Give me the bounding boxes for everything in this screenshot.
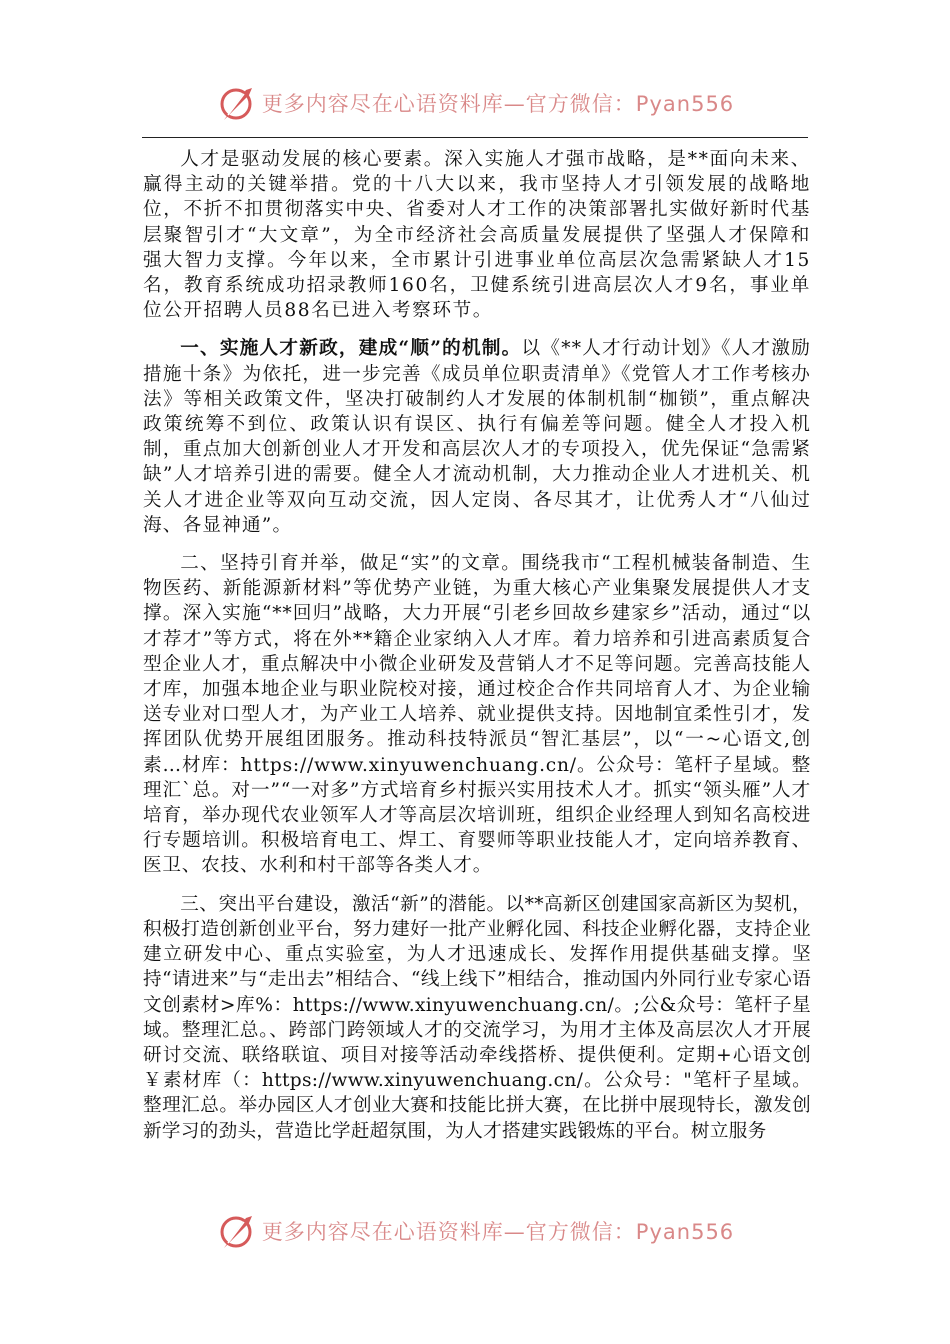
- paragraph-section-1: [143, 336, 811, 538]
- header-divider: [142, 137, 808, 138]
- paragraph-intro: 人才是驱动发展的核心要素。深入实施人才强市战略，是**面向未来、赢得主动的关键举措。党的十八大以来，我市坚持人才引领发展的战略地位，不折不扣贯彻落实中央、省委对人才工作的决策部署扎实做好新时代基层聚智引才“大文章”，为全市经济社会高质量发展提供了坚强人才保障和强大智力支撑。今年以来，全市累计引进事业单位高层次急需紧缺人才15名，教育系统成功招录教师160名，卫健系统引进高层次人才9名，事业单位公开招聘人员88名已进入考察环节。: [143, 149, 811, 322]
- section-1-heading: 一、实施人才新政，建成“顺”的机制。: [180, 338, 522, 360]
- header-banner-text: 更多内容尽在心语资料库—官方微信：Pyan556: [261, 92, 735, 116]
- footer-banner: [0, 1206, 950, 1256]
- header-banner: [0, 78, 950, 128]
- article-body: [143, 147, 811, 1157]
- footer-banner-text: 更多内容尽在心语资料库—官方微信：Pyan556: [261, 1220, 735, 1244]
- quill-logo-icon: [216, 82, 258, 124]
- paragraph-section-2: 二、坚持引育并举，做足“实”的文章。围绕我市“工程机械装备制造、生物医药、新能源新材料”等优势产业链，为重大核心产业集聚发展提供人才支撑。深入实施“**回归”战略，大力开展“引老乡回故乡建家乡”活动，通过“以才荐才”等方式，将在外**籍企业家纳入人才库。着力培养和引进高素质复合型企业人才，重点解决中小微企业研发及营销人才不足等问题。完善高技能人才库，加强本地企业与职业院校对接，通过校企合作共同培育人才、为企业输送专业对口型人才，为产业工人培养、就业提供支持。因地制宜柔性引才，发挥团队优势开展组团服务。推动科技特派员“智汇基层”，以“一~心语文,创素…材库：https://www.xinyuwenchuang.cn/。公众号：笔杆子星域。整理汇`总。对一”“一对多”方式培育乡村振兴实用技术人才。抓实“领头雁”人才培育，举办现代农业领军人才等高层次培训班，组织企业经理人到知名高校进行专题培训。积极培育电工、焊工、育婴师等职业技能人才，定向培养教育、医卫、农技、水利和村干部等各类人才。: [143, 553, 811, 877]
- quill-logo-icon: [216, 1210, 258, 1252]
- section-1-body: 以《**人才行动计划》《人才激励措施十条》为依托，进一步完善《成员单位职责清单》《党管人才工作考核办法》等相关政策文件，坚决打破制约人才发展的体制机制“枷锁”，重点解决政策统筹不到位、政策认识有误区、执行有偏差等问题。健全人才投入机制，重点加大创新创业人才开发和高层次人才的专项投入，优先保证“急需紧缺”人才培养引进的需要。健全人才流动机制，大力推动企业人才进机关、机关人才进企业等双向互动交流，因人定岗、各尽其才，让优秀人才“八仙过海、各显神通”。: [143, 338, 811, 536]
- paragraph-section-3: 三、突出平台建设，激活“新”的潜能。以**高新区创建国家高新区为契机，积极打造创新创业平台，努力建好一批产业孵化园、科技企业孵化器，支持企业建立研发中心、重点实验室，为人才迅速成长、发挥作用提供基础支撑。坚持“请进来”与“走出去”相结合、“线上线下”相结合，推动国内外同行业专家心语文创素材>库%：https://www.xinyuwenchuang.cn/。;公&众号：笔杆子星域。整理汇总。、跨部门跨领域人才的交流学习，为用才主体及高层次人才开展研讨交流、联络联谊、项目对接等活动牵线搭桥、提供便利。定期+心语文创￥素材库（：https://www.xinyuwenchuang.cn/。公众号："笔杆子星域。整理汇总。举办园区人才创业大赛和技能比拼大赛，在比拼中展现特长，激发创新学习的劲头，营造比学赶超氛围，为人才搭建实践锻炼的平台。树立服务: [143, 893, 811, 1142]
